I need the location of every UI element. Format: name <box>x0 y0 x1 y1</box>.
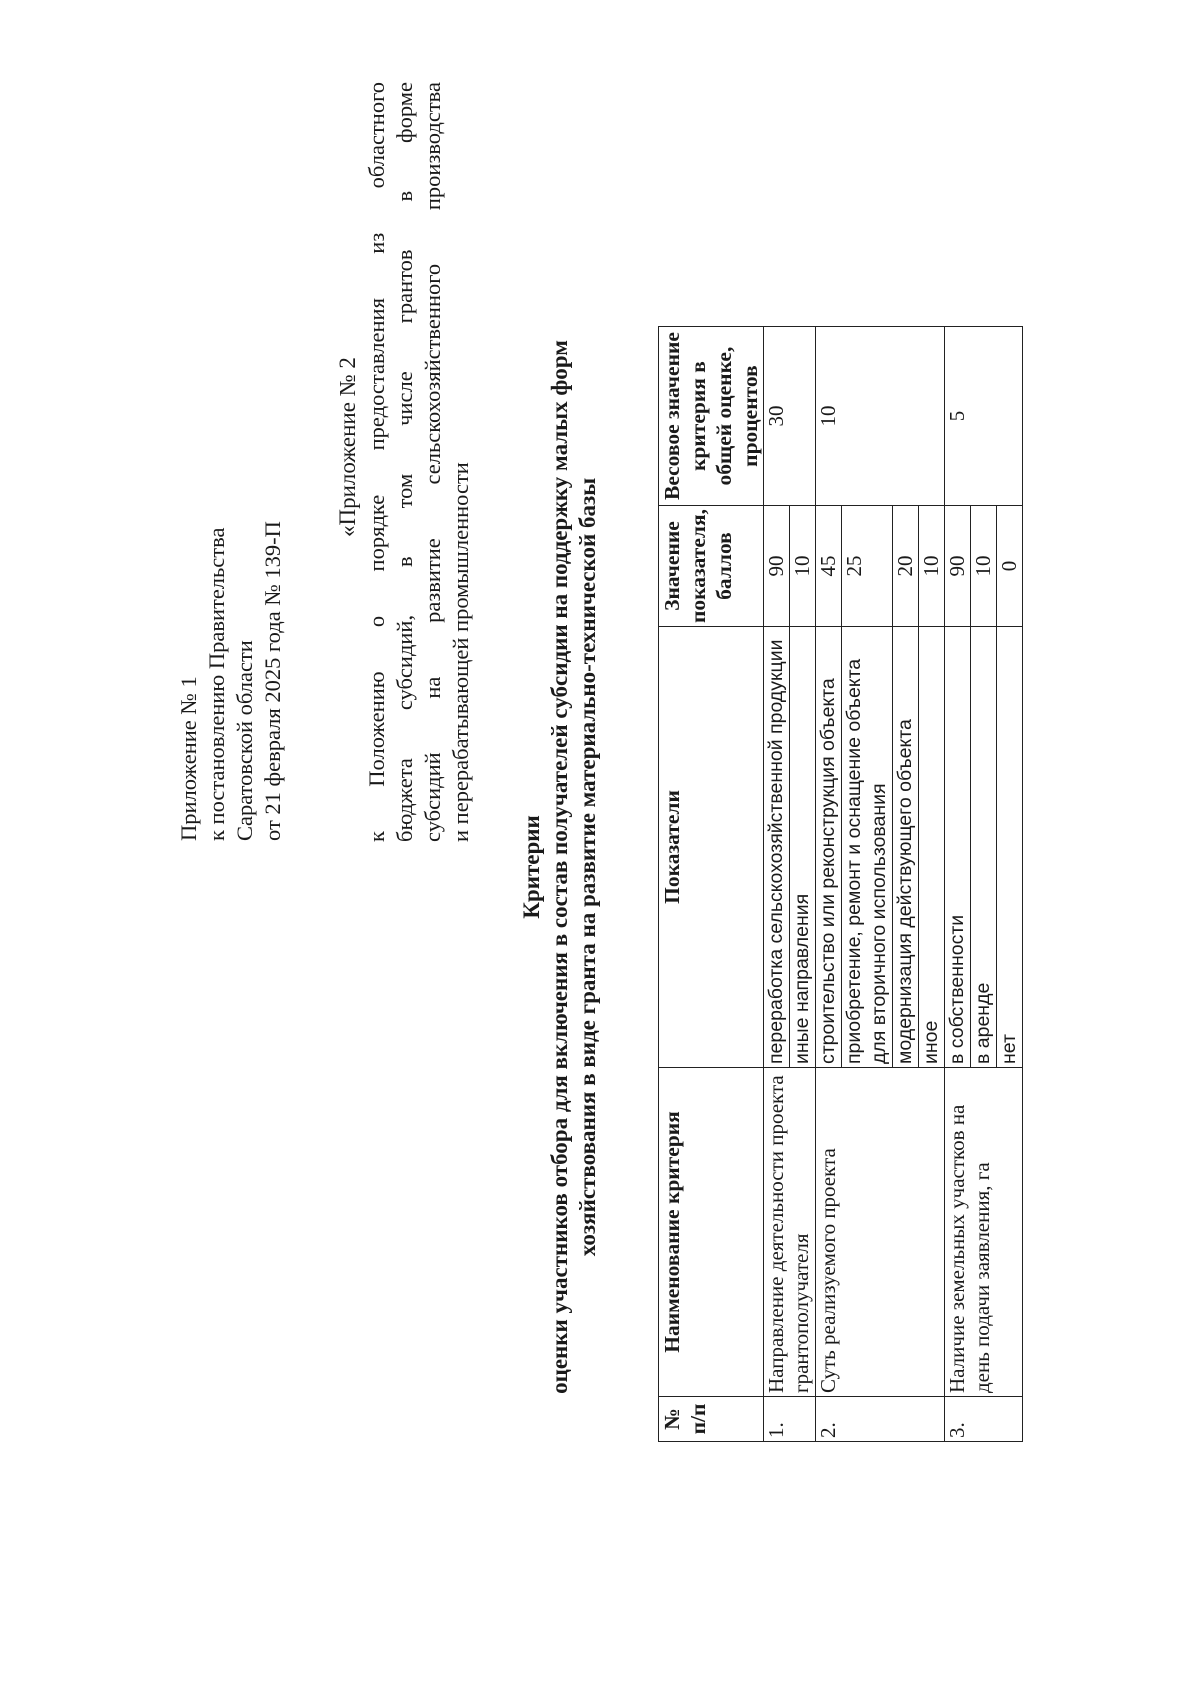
row-3-name: Наличие земельных участков на день подачи заявления, га <box>945 1068 1023 1397</box>
header-weight: Весовое значение критерия в общей оценке, процентов <box>659 327 764 506</box>
approval-line-2: к постановлению Правительства <box>204 527 229 841</box>
table-header-row <box>659 327 764 1442</box>
row-2-num: 2. <box>816 1397 945 1442</box>
header-indicators: Показатели <box>659 627 764 1068</box>
title-line-2: оценки участников отбора для включения в состав получателей субсидии на поддержку малых форм <box>547 340 572 1394</box>
row-2-weight: 10 <box>816 327 945 506</box>
row-3-num: 3. <box>945 1397 1023 1442</box>
regulation-line-2: бюджета субсидий, в том числе грантов в форме <box>392 82 417 842</box>
row-2-points-1: 45 <box>816 506 842 627</box>
row-2-indicator-1: строительство или реконструкция объекта <box>816 627 842 1068</box>
document-title <box>518 57 602 1677</box>
approval-line-1: Приложение № 1 <box>176 676 201 841</box>
approval-reference <box>175 521 287 841</box>
regulation-line-1: к Положению о порядке предоставления из областного <box>364 82 389 842</box>
header-num: № п/п <box>659 1397 764 1442</box>
row-2-indicator-4: иное <box>919 627 945 1068</box>
row-2-name: Суть реализуемого проекта <box>816 1068 945 1397</box>
row-1-num: 1. <box>764 1397 816 1442</box>
row-1-name: Направление деятельности проекта грантополучателя <box>764 1068 816 1397</box>
approval-line-3: Саратовской области <box>232 640 257 841</box>
title-line-3: хозяйствования в виде гранта на развитие материально-технической базы <box>575 477 600 1257</box>
row-3-indicator-3: нет <box>997 627 1023 1068</box>
row-3-weight: 5 <box>945 327 1023 506</box>
row-2-points-4: 10 <box>919 506 945 627</box>
row-2-points-3: 20 <box>893 506 919 627</box>
approval-line-4: от 21 февраля 2025 года № 139-П <box>260 521 285 841</box>
table-row <box>816 327 842 1442</box>
row-2-indicator-2: приобретение, ремонт и оснащение объекта для вторичного использования <box>842 627 893 1068</box>
regulation-line-3: субсидий на развитие сельскохозяйственного производства <box>420 82 445 842</box>
row-1-weight: 30 <box>764 327 816 506</box>
row-1-indicator-1: переработка сельскохозяйственной продукции <box>764 627 790 1068</box>
regulation-line-4: и перерабатывающей промышленности <box>448 462 473 842</box>
header-criterion-name: Наименование критерия <box>659 1068 764 1397</box>
criteria-table <box>658 326 1023 1442</box>
row-3-points-3: 0 <box>997 506 1023 627</box>
row-2-points-2: 25 <box>842 506 893 627</box>
title-line-1: Критерии <box>519 815 544 919</box>
row-3-indicator-1: в собственности <box>945 627 971 1068</box>
row-1-points-2: 10 <box>790 506 816 627</box>
row-2-indicator-3: модернизация действующего объекта <box>893 627 919 1068</box>
annex-title: «Приложение № 2 <box>335 357 360 537</box>
row-1-indicator-2: иные направления <box>790 627 816 1068</box>
table-row <box>764 327 790 1442</box>
regulation-reference <box>363 82 475 842</box>
row-3-points-1: 90 <box>945 506 971 627</box>
row-3-indicator-2: в аренде <box>971 627 997 1068</box>
row-3-points-2: 10 <box>971 506 997 627</box>
table-row <box>945 327 971 1442</box>
row-1-points-1: 90 <box>764 506 790 627</box>
header-points: Значение показателя, баллов <box>659 506 764 627</box>
